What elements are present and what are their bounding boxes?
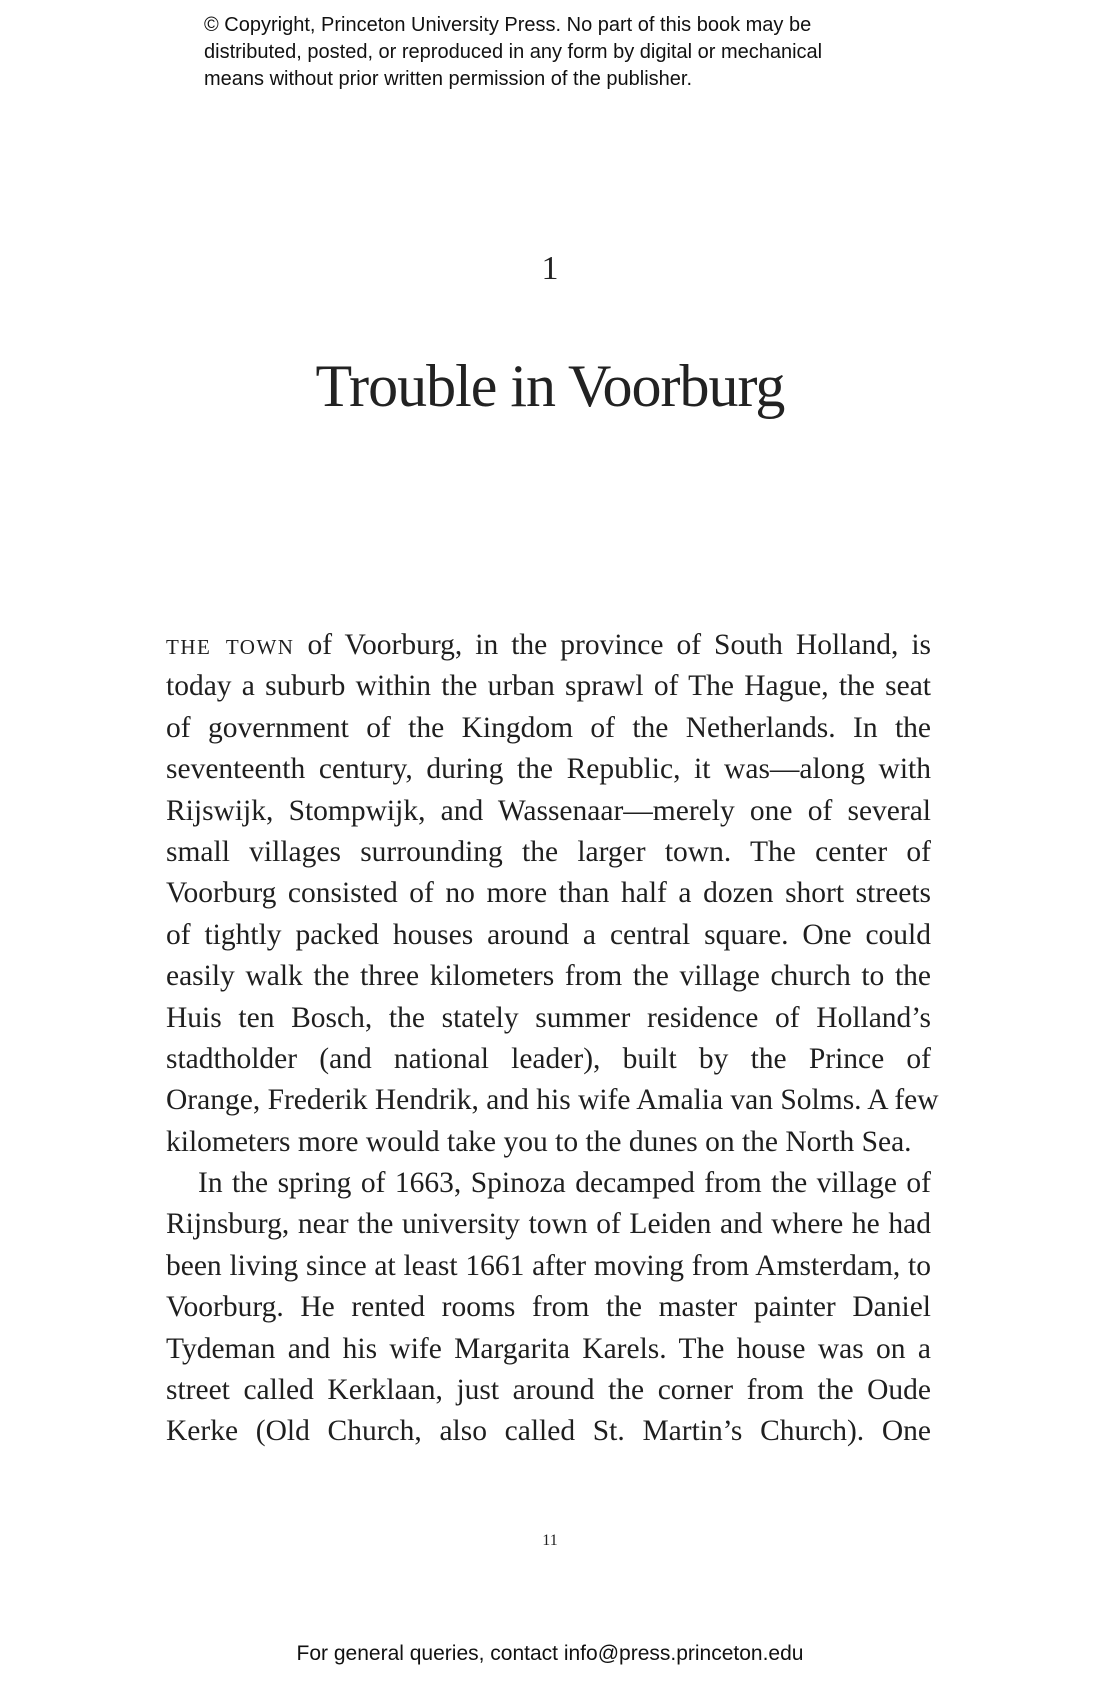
page-number: 11 bbox=[542, 1532, 558, 1549]
text-line: Rijswijk, Stompwijk, and Wassenaar—merely one of several bbox=[166, 794, 931, 827]
copyright-line: © Copyright, Princeton University Press. No part of this book may be bbox=[204, 14, 812, 36]
lead-in-smallcaps: the town bbox=[166, 629, 295, 661]
text-line bbox=[166, 625, 931, 666]
footer-contact: For general queries, contact info@press.princeton.edu bbox=[296, 1642, 804, 1665]
body-text bbox=[166, 625, 939, 1453]
text-line: Orange, Frederik Hendrik, and his wife Amalia van Solms. A few bbox=[166, 1084, 939, 1117]
text-line: seventeenth century, during the Republic, it was—along with bbox=[166, 753, 931, 786]
text-line: been living since at least 1661 after moving from Amsterdam, to bbox=[166, 1249, 931, 1282]
text-line: kilometers more would take you to the dunes on the North Sea. bbox=[166, 1125, 912, 1158]
copyright-line: means without prior written permission of the publisher. bbox=[204, 68, 693, 90]
text-line: Kerke (Old Church, also called St. Martin’s Church). One bbox=[166, 1415, 931, 1448]
copyright-notice bbox=[204, 12, 924, 93]
text-line: In the spring of 1663, Spinoza decamped from the village of bbox=[198, 1167, 931, 1200]
text-line: easily walk the three kilometers from the village church to the bbox=[166, 960, 931, 993]
text-line: Huis ten Bosch, the stately summer residence of Holland’s bbox=[166, 1001, 931, 1034]
chapter-title: Trouble in Voorburg bbox=[315, 353, 785, 419]
text-line: Voorburg. He rented rooms from the master painter Daniel bbox=[166, 1291, 931, 1324]
text-line: of government of the Kingdom of the Netherlands. In the bbox=[166, 711, 931, 744]
text-line: street called Kerklaan, just around the corner from the Oude bbox=[166, 1374, 931, 1407]
text-line: of tightly packed houses around a central square. One could bbox=[166, 918, 931, 951]
text-line-content: of Voorburg, in the province of South Holland, is bbox=[307, 629, 932, 661]
text-line: small villages surrounding the larger town. The center of bbox=[166, 835, 931, 868]
text-line: Rijnsburg, near the university town of Leiden and where he had bbox=[166, 1208, 931, 1241]
chapter-number: 1 bbox=[541, 250, 559, 287]
text-line: stadtholder (and national leader), built by the Prince of bbox=[166, 1042, 931, 1075]
text-line: Tydeman and his wife Margarita Karels. The house was on a bbox=[166, 1332, 931, 1365]
text-line: today a suburb within the urban sprawl of The Hague, the seat bbox=[166, 670, 931, 703]
copyright-line: distributed, posted, or reproduced in any form by digital or mechanical bbox=[204, 41, 823, 63]
text-line: Voorburg consisted of no more than half a dozen short streets bbox=[166, 877, 931, 910]
